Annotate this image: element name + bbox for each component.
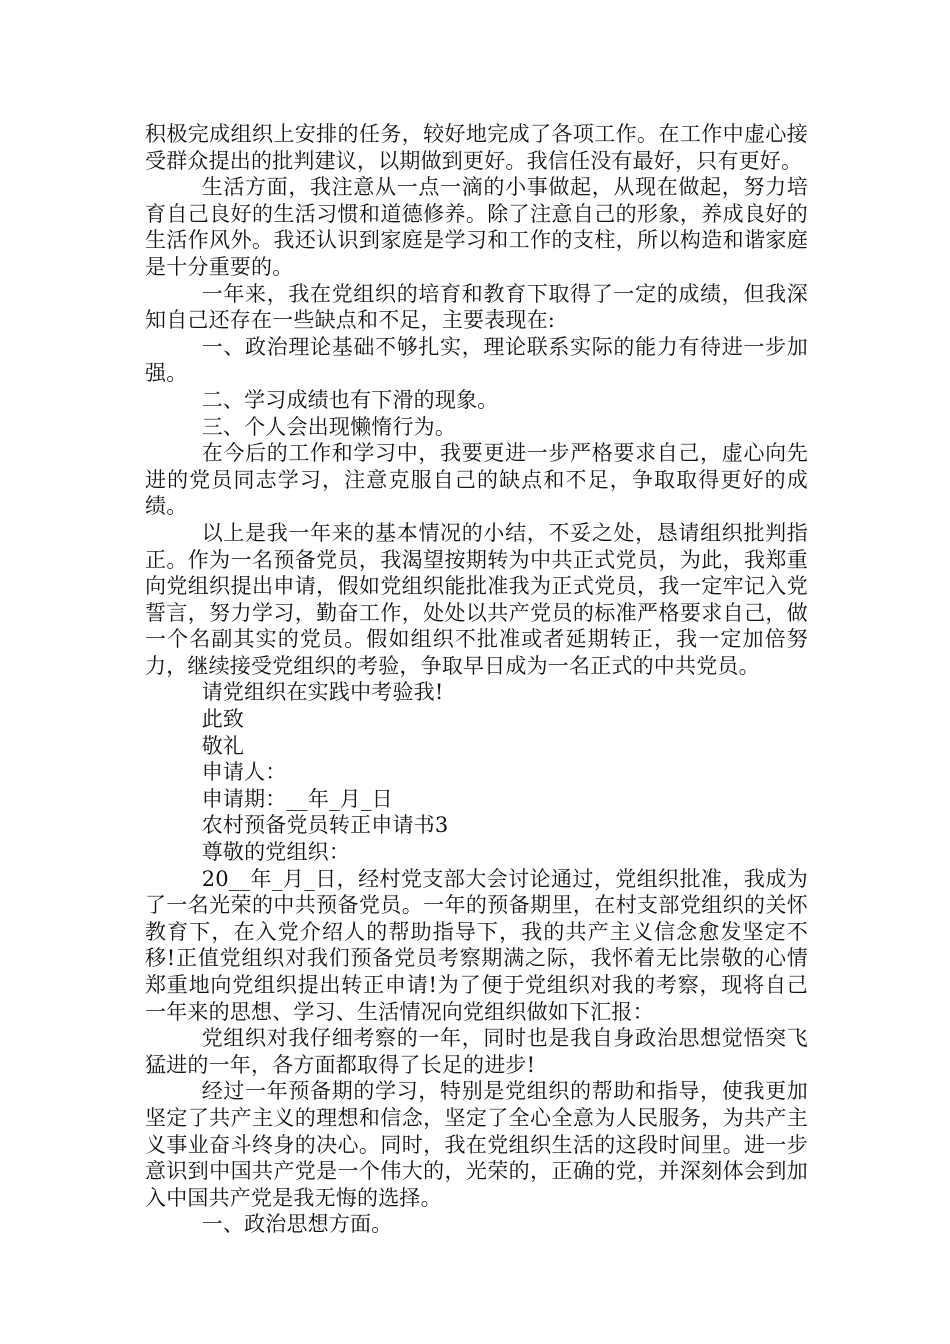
closing-cizhi: 此致 [201, 707, 245, 732]
paragraph-admission: 20__年_月_日，经村党支部大会讨论通过，党组织批准，我成为了一名光荣的中共预备党员。一年的预备期里，在村支部党组织的关怀教育下，在入党介绍人的帮助指导下，我的共产主义信念愈发坚定不移!正值党组织对我们预备党员考察期满之际，我怀着无比崇敬的心情郑重地向党组织提出转正申请!为了便于党组织对我的考察，现将自己一年来的思想、学习、生活情况向党组织做如下汇报： [145, 866, 808, 1024]
application-date: 申请期：__年_月_日 [201, 786, 393, 811]
paragraph-progress: 党组织对我仔细考察的一年，同时也是我自身政治思想觉悟突飞猛进的一年，各方面都取得了长足的进步! [145, 1026, 808, 1077]
shortcoming-item-2: 二、学习成绩也有下滑的现象。 [201, 387, 499, 412]
paragraph-shortcomings-intro: 一年来，我在党组织的培育和教育下取得了一定的成绩，但我深知自己还存在一些缺点和不足，主要表现在: [145, 281, 808, 333]
section-title: 农村预备党员转正申请书3 [201, 813, 449, 838]
paragraph-conclusion: 以上是我一年来的基本情况的小结，不妥之处，恳请组织批判指正。作为一名预备党员，我渴望按期转为中共正式党员，为此，我郑重向党组织提出申请，假如党组织能批准我为正式党员，我一定牢记入党誓言，努力学习，勤奋工作，处处以共产党员的标准严格要求自己，做一个名副其实的党员。假如组织不批准或者延期转正，我一定加倍努力，继续接受党组织的考验，争取早日成为一名正式的中共党员。 [145, 520, 808, 678]
document-page [145, 121, 808, 1238]
closing-jingli: 敬礼 [201, 733, 245, 758]
shortcoming-item-3: 三、个人会出现懒惰行为。 [201, 414, 457, 439]
applicant-label: 申请人： [201, 760, 287, 785]
closing-request: 请党组织在实践中考验我! [201, 680, 444, 705]
paragraph-life: 生活方面，我注意从一点一滴的小事做起，从现在做起，努力培育自己良好的生活习惯和道德修养。除了注意自己的形象，养成良好的生活作风外。我还认识到家庭是学习和工作的支柱，所以构造和谐家庭是十分重要的。 [145, 175, 808, 279]
heading-political-thought: 一、政治思想方面。 [201, 1212, 393, 1237]
shortcoming-item-1: 一、政治理论基础不够扎实，理论联系实际的能力有待进一步加强。 [145, 334, 808, 386]
paragraph-work-summary: 积极完成组织上安排的任务，较好地完成了各项工作。在工作中虚心接受群众提出的批判建议，以期做到更好。我信任没有最好，只有更好。 [145, 122, 808, 173]
paragraph-future: 在今后的工作和学习中，我要更进一步严格要求自己，虚心向先进的党员同志学习，注意克服自己的缺点和不足，争取取得更好的成绩。 [145, 441, 808, 519]
paragraph-belief: 经过一年预备期的学习，特别是党组织的帮助和指导，使我更加坚定了共产主义的理想和信念，坚定了全心全意为人民服务，为共产主义事业奋斗终身的决心。同时，我在党组织生活的这段时间里。进一步意识到中国共产党是一个伟大的，光荣的，正确的党，并深刻体会到加入中国共产党是我无悔的选择。 [145, 1079, 808, 1210]
salutation: 尊敬的党组织： [201, 840, 351, 865]
